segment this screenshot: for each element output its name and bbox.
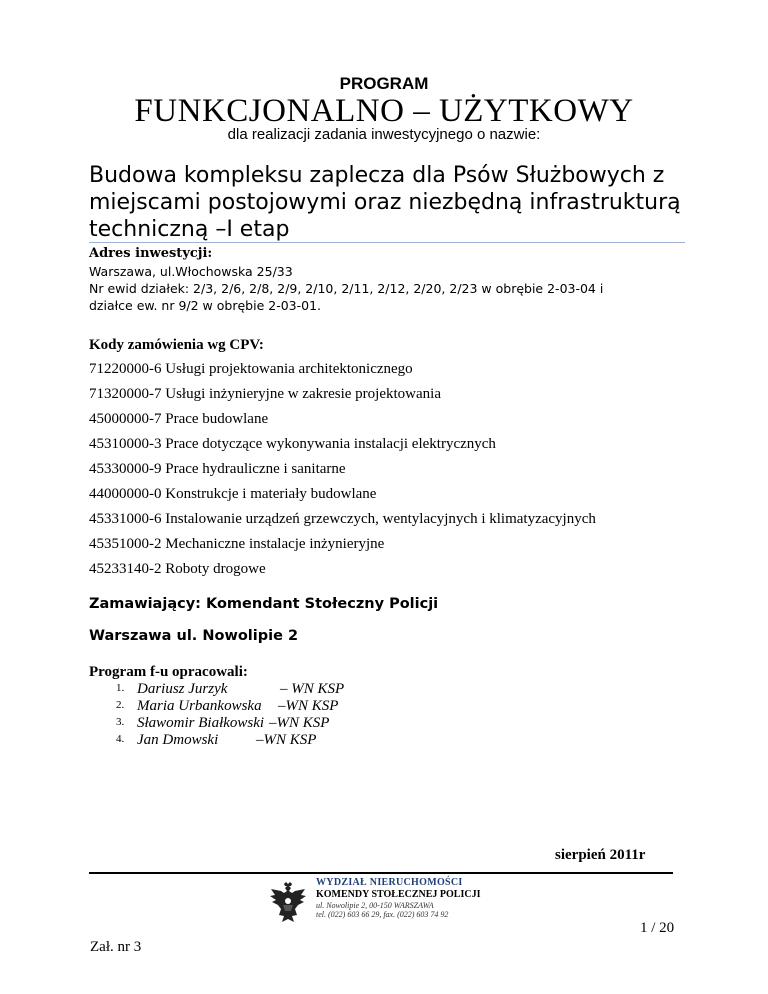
address-label: Adres inwestycji: — [89, 246, 213, 261]
author-name: Dariusz Jurzyk — [137, 681, 228, 697]
cpv-item: 45310000-3 Prace dotyczące wykonywania instalacji elektrycznych — [89, 436, 496, 452]
cpv-item: 71220000-6 Usługi projektowania architektonicznego — [89, 361, 413, 377]
author-number: 1. — [116, 682, 125, 694]
author-number: 2. — [116, 699, 125, 711]
org-department: WYDZIAŁ NIERUCHOMOŚCI — [316, 877, 463, 888]
author-role: –WN KSP — [269, 715, 330, 731]
author-role: –WN KSP — [256, 732, 317, 748]
investment-title: Budowa kompleksu zaplecza dla Psów Służbowych z miejscami postojowymi oraz niezbędną infrastrukturą techniczną –I etap — [89, 163, 681, 242]
prepared-by-label: Program f-u opracowali: — [89, 664, 248, 680]
footer-divider — [89, 872, 673, 874]
page-number: 1 / 20 — [640, 920, 675, 936]
program-heading: PROGRAM — [339, 74, 429, 93]
org-name: KOMENDY STOŁECZNEJ POLICJI — [316, 889, 481, 900]
address-line-2: Nr ewid działek: 2/3, 2/6, 2/8, 2/9, 2/10, 2/11, 2/12, 2/20, 2/23 w obrębie 2-03-04 i — [89, 281, 604, 296]
cpv-list — [89, 360, 596, 585]
program-type-heading: FUNKCJONALNO – UŻYTKOWY — [134, 93, 634, 129]
attachment-label: Zał. nr 3 — [90, 939, 142, 955]
cpv-item: 45331000-6 Instalowanie urządzeń grzewczych, wentylacyjnych i klimatyzacyjnych — [89, 511, 596, 527]
author-number: 3. — [116, 716, 125, 728]
org-phone: tel. (022) 603 66 29, fax. (022) 603 74 92 — [316, 910, 449, 919]
polish-eagle-emblem-icon — [265, 881, 311, 927]
client-address: Warszawa ul. Nowolipie 2 — [89, 628, 299, 644]
cpv-item: 44000000-0 Konstrukcje i materiały budowlane — [89, 486, 377, 502]
cpv-item: 45351000-2 Mechaniczne instalacje inżynieryjne — [89, 536, 385, 552]
client-name: Zamawiający: Komendant Stołeczny Policji — [89, 596, 439, 612]
author-role: –WN KSP — [278, 698, 339, 714]
cpv-item: 45233140-2 Roboty drogowe — [89, 561, 266, 577]
org-address: ul. Nowolipie 2, 00-150 WARSZAWA — [316, 901, 434, 910]
cpv-item: 71320000-7 Usługi inżynieryjne w zakresie projektowania — [89, 386, 441, 402]
cpv-label: Kody zamówienia wg CPV: — [89, 337, 264, 353]
address-line-3: działce ew. nr 9/2 w obrębie 2-03-01. — [89, 298, 321, 313]
author-name: Jan Dmowski — [137, 732, 219, 748]
document-date: sierpień 2011r — [555, 847, 646, 863]
cpv-item: 45330000-9 Prace hydrauliczne i sanitarne — [89, 461, 346, 477]
author-name: Sławomir Białkowski — [137, 715, 265, 731]
address-line-1: Warszawa, ul.Włochowska 25/33 — [89, 264, 293, 279]
cpv-item: 45000000-7 Prace budowlane — [89, 411, 269, 427]
author-role: – WN KSP — [280, 681, 345, 697]
author-name: Maria Urbankowska — [137, 698, 262, 714]
program-subheading: dla realizacji zadania inwestycyjnego o nazwie: — [227, 126, 541, 143]
title-divider — [89, 242, 685, 243]
author-number: 4. — [116, 733, 125, 745]
